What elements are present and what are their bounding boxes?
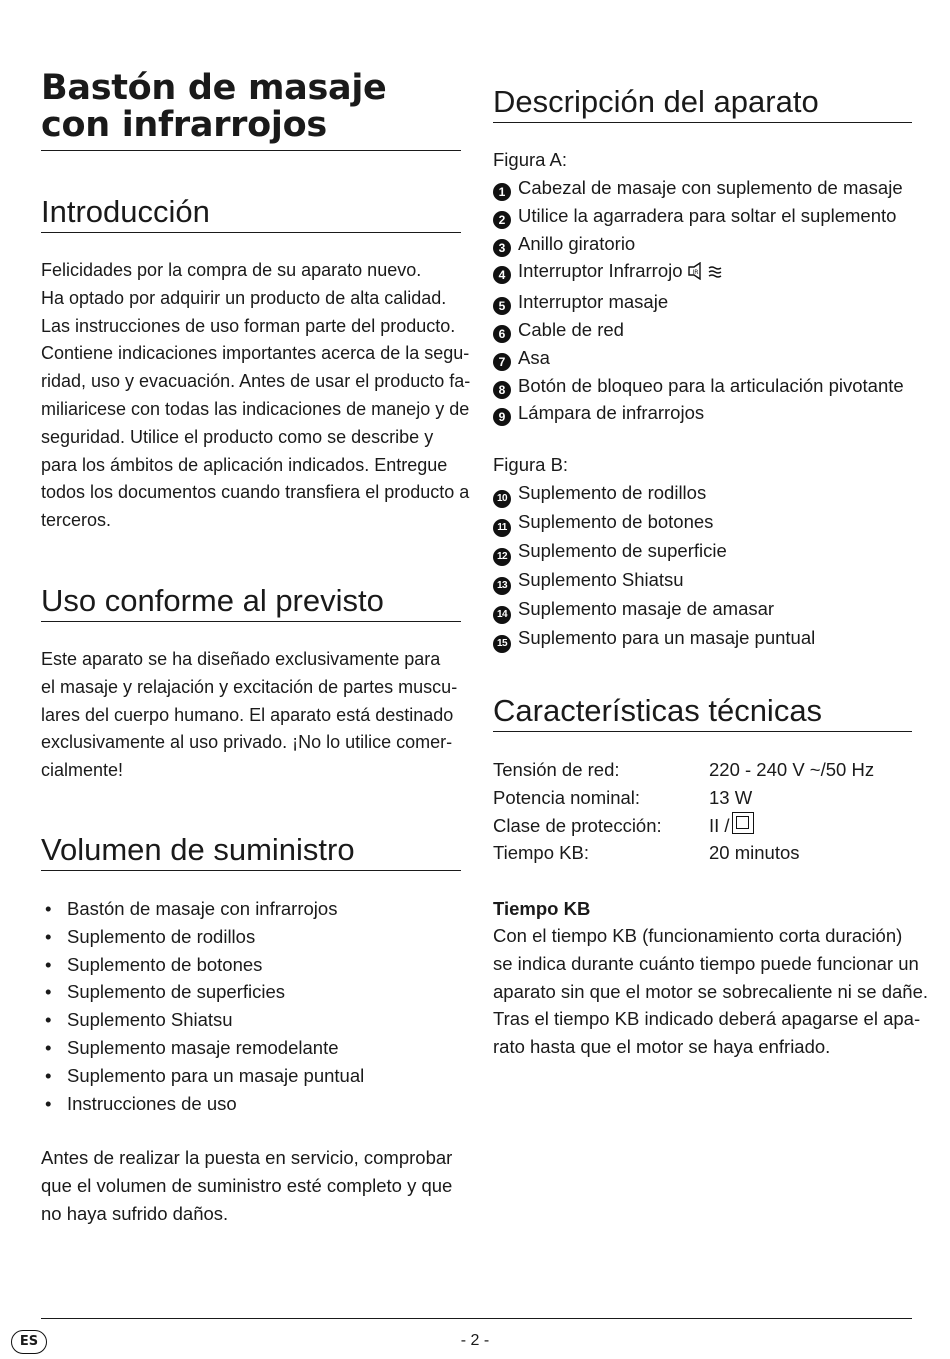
scope-note	[41, 1144, 461, 1227]
protection-class-ii-icon	[732, 812, 754, 834]
intro-line: seguridad. Utilice el producto como se describe y	[41, 426, 434, 447]
list-item: • Suplemento masaje remodelante	[45, 1036, 339, 1058]
number-badge: 15	[493, 635, 511, 653]
list-item: 4 Interruptor Infrarrojo IR	[493, 257, 904, 288]
intro-line: Felicidades por la compra de su aparato nuevo.	[41, 260, 422, 280]
intended-use-line: exclusivamente al uso privado. ¡No lo utilice comer-	[41, 732, 453, 753]
number-badge: 5	[493, 297, 511, 315]
list-item: • Suplemento de botones	[45, 953, 263, 975]
intro-line: todos los documentos cuando transfiera el producto a	[41, 482, 470, 503]
list-item: • Instrucciones de uso	[45, 1092, 237, 1114]
scope-list	[41, 895, 461, 1117]
kb-line: rato hasta que el motor se haya enfriado.	[493, 1036, 831, 1058]
list-item: • Bastón de masaje con infrarrojos	[45, 898, 338, 919]
language-badge: ES	[11, 1330, 47, 1354]
kb-line: Con el tiempo KB (funcionamiento corta duración)	[493, 925, 903, 946]
technical-heading: Características técnicas	[493, 693, 912, 732]
number-badge: 7	[493, 353, 511, 371]
list-item: 13 Suplemento Shiatsu	[493, 566, 815, 595]
specs-table	[493, 756, 912, 867]
number-badge: 2	[493, 211, 511, 229]
list-item: • Suplemento de rodillos	[45, 925, 256, 947]
spec-row: Tensión de red: 220 - 240 V ~/50 Hz	[493, 759, 875, 780]
description-heading: Descripción del aparato	[493, 84, 912, 123]
list-item: 1 Cabezal de masaje con suplemento de masaje	[493, 174, 904, 202]
intro-line: ridad, uso y evacuación. Antes de usar el producto fa-	[41, 371, 471, 392]
list-item: 14 Suplemento masaje de amasar	[493, 595, 815, 624]
intended-use-line: el masaje y relajación y excitación de partes muscu-	[41, 676, 458, 697]
figure-a-list	[493, 174, 904, 427]
figure-b-label: Figura B:	[493, 454, 569, 475]
list-item: 15 Suplemento para un masaje puntual	[493, 624, 815, 653]
list-item: 2 Utilice la agarradera para soltar el suplemento	[493, 202, 904, 230]
intro-line: Las instrucciones de uso forman parte del producto.	[41, 315, 456, 336]
list-item: • Suplemento para un masaje puntual	[45, 1064, 365, 1086]
list-item: 11 Suplemento de botones	[493, 508, 815, 537]
list-item: 5 Interruptor masaje	[493, 288, 904, 316]
list-item: • Suplemento Shiatsu	[45, 1009, 233, 1031]
intended-use-heading: Uso conforme al previsto	[41, 583, 461, 622]
figure-b-list	[493, 479, 815, 653]
svg-text:IR: IR	[692, 269, 698, 277]
page-number: - 2 -	[460, 1332, 490, 1349]
list-item: 10 Suplemento de rodillos	[493, 479, 815, 508]
list-item: 7 Asa	[493, 344, 904, 372]
kb-line: aparato sin que el motor se sobrecaliente ni se dañe.	[493, 980, 929, 1002]
list-item: • Suplemento de superficies	[45, 981, 286, 1003]
scope-heading: Volumen de suministro	[41, 832, 461, 871]
intro-line: Contiene indicaciones importantes acerca de la segu-	[41, 343, 470, 364]
page-title	[41, 70, 461, 151]
title-line-1: Bastón de masaje	[41, 68, 387, 108]
number-badge: 8	[493, 381, 511, 399]
kb-line: Tras el tiempo KB indicado deberá apagarse el apa-	[493, 1008, 921, 1030]
kb-text	[493, 922, 929, 1061]
number-badge: 1	[493, 183, 511, 201]
intended-use-text	[41, 646, 461, 785]
kb-line: se indica durante cuánto tiempo puede funcionar un	[493, 952, 919, 974]
list-item: 9 Lámpara de infrarrojos	[493, 399, 904, 427]
number-badge: 4	[493, 266, 511, 284]
footer-divider	[41, 1318, 912, 1319]
scope-note-line: que el volumen de suministro esté completo y que	[41, 1174, 453, 1196]
infrared-heat-icon	[687, 260, 727, 288]
intro-text	[41, 257, 471, 535]
spec-row: Tiempo KB: 20 minutos	[493, 842, 800, 864]
intro-line: miliaricese con todas las indicaciones de manejo y de	[41, 398, 470, 419]
intro-line: para los ámbitos de aplicación indicados. Entregue	[41, 454, 448, 475]
intended-use-line: lares del cuerpo humano. El aparato está destinado	[41, 704, 454, 725]
number-badge: 14	[493, 606, 511, 624]
list-item: 6 Cable de red	[493, 316, 904, 344]
scope-note-line: Antes de realizar la puesta en servicio, comprobar	[41, 1147, 453, 1168]
intro-heading: Introducción	[41, 194, 461, 233]
number-badge: 12	[493, 548, 511, 566]
intended-use-line: Este aparato se ha diseñado exclusivamente para	[41, 649, 441, 669]
kb-heading: Tiempo KB	[493, 898, 591, 919]
number-badge: 3	[493, 239, 511, 257]
number-badge: 13	[493, 577, 511, 595]
intended-use-line: cialmente!	[41, 760, 124, 781]
intro-line: terceros.	[41, 510, 112, 531]
number-badge: 6	[493, 325, 511, 343]
list-item: 3 Anillo giratorio	[493, 230, 904, 258]
figure-a-label: Figura A:	[493, 149, 568, 170]
title-line-2: con infrarrojos	[41, 105, 327, 145]
spec-row: Clase de protección: II /	[493, 812, 912, 840]
scope-note-line: no haya sufrido daños.	[41, 1202, 229, 1224]
intro-line: Ha optado por adquirir un producto de alta calidad.	[41, 287, 447, 308]
number-badge: 9	[493, 408, 511, 426]
list-item: 12 Suplemento de superficie	[493, 537, 815, 566]
number-badge: 10	[493, 490, 511, 508]
number-badge: 11	[493, 519, 511, 537]
list-item: 8 Botón de bloqueo para la articulación pivotante	[493, 372, 904, 400]
spec-row: Potencia nominal: 13 W	[493, 786, 753, 808]
